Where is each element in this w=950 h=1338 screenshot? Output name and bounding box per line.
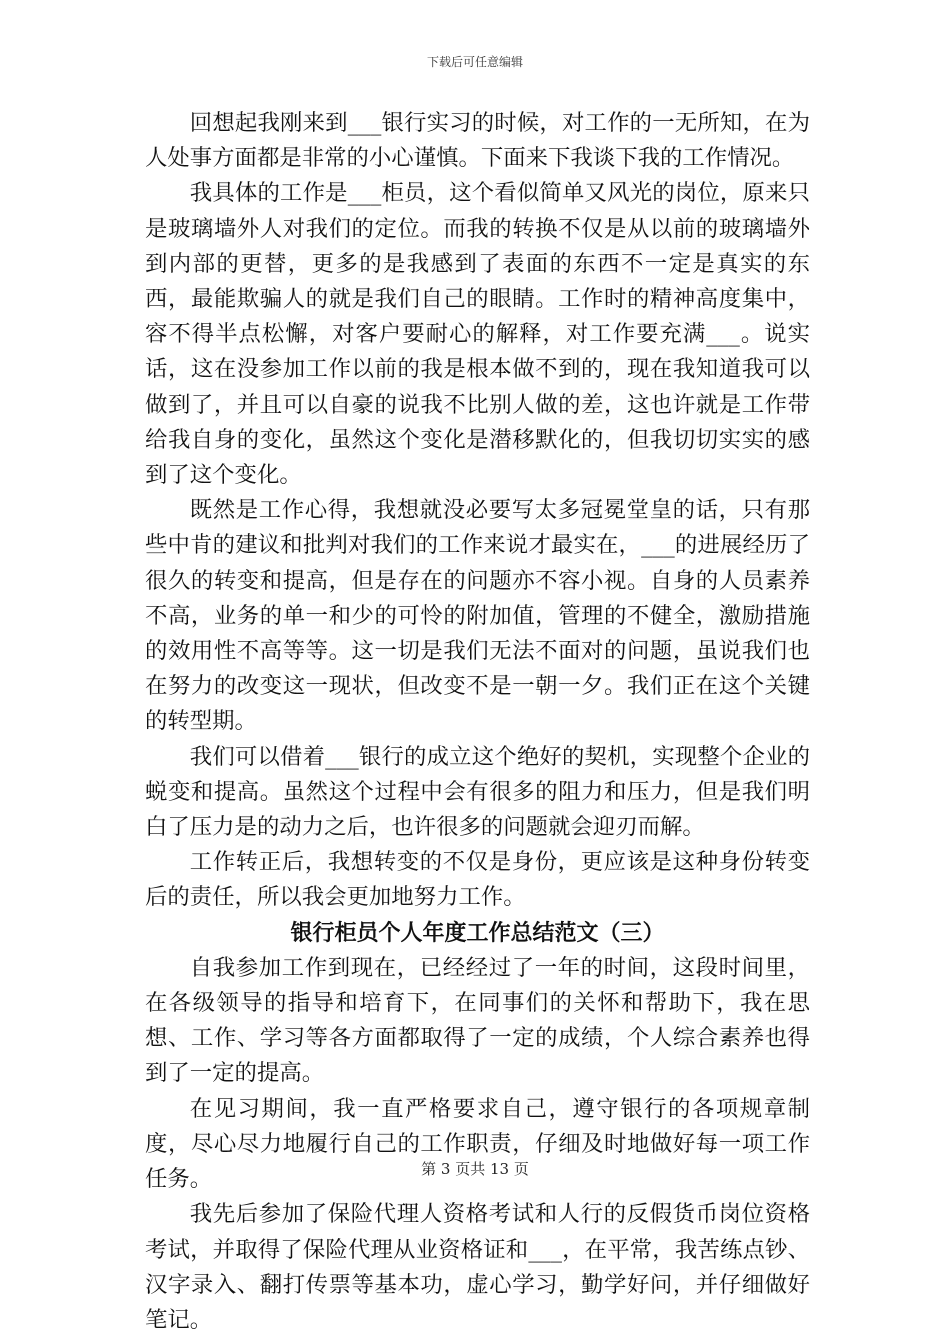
page-header: 下载后可任意编辑: [426, 55, 523, 69]
page-number: 第 3 页共 13 页: [421, 1160, 529, 1178]
paragraph-1: 回想起我刚来到___银行实习的时候，对工作的一无所知，在为人处事方面都是非常的小心谨慎。下面来下我谈下我的工作情况。: [145, 110, 810, 172]
paragraph-3: 既然是工作心得，我想就没必要写太多冠冕堂皇的话，只有那些中肯的建议和批判对我们的工作来说才最实在，___的进展经历了很久的转变和提高，但是存在的问题亦不容小视。自身的人员素养不高，业务的单一和少的可怜的附加值，管理的不健全，激励措施的效用性不高等等。这一切是我们无法不面对的问题，虽说我们也在努力的改变这一现状，但改变不是一朝一夕。我们正在这个关键的转型期。: [145, 497, 810, 735]
paragraph-5: 工作转正后，我想转变的不仅是身份，更应该是这种身份转变后的责任，所以我会更加地努力工作。: [145, 849, 810, 911]
paragraph-7: 在见习期间，我一直严格要求自己，遵守银行的各项规章制度，尽心尽力地履行自己的工作职责，仔细及时地做好每一项工作任务。: [145, 1095, 810, 1193]
paragraph-6: 自我参加工作到现在，已经经过了一年的时间，这段时间里，在各级领导的指导和培育下，在同事们的关怀和帮助下，我在思想、工作、学习等各方面都取得了一定的成绩，个人综合素养也得到了一定的提高。: [145, 954, 810, 1087]
section-heading: 银行柜员个人年度工作总结范文（三）: [290, 919, 665, 946]
paragraph-2: 我具体的工作是___柜员，这个看似简单又风光的岗位，原来只是玻璃墙外人对我们的定位。而我的转换不仅是从以前的玻璃墙外到内部的更替，更多的是我感到了表面的东西不一定是真实的东西，最能欺骗人的就是我们自己的眼睛。工作时的精神高度集中，容不得半点松懈，对客户要耐心的解释，对工作要充满___。说实话，这在没参加工作以前的我是根本做不到的，现在我知道我可以做到了，并且可以自豪的说我不比别人做的差，这也许就是工作带给我自身的变化，虽然这个变化是潜移默化的，但我切切实实的感到了这个变化。: [145, 180, 810, 489]
paragraph-8: 我先后参加了保险代理人资格考试和人行的反假货币岗位资格考试，并取得了保险代理从业资格证和___，在平常，我苦练点钞、汉字录入、翻打传票等基本功，虚心学习，勤学好问，并仔细做好笔记。: [145, 1201, 810, 1333]
paragraph-4: 我们可以借着___银行的成立这个绝好的契机，实现整个企业的蜕变和提高。虽然这个过程中会有很多的阻力和压力，但是我们明白了压力是的动力之后，也许很多的问题就会迎刃而解。: [145, 743, 810, 841]
document-body: [145, 106, 810, 1338]
